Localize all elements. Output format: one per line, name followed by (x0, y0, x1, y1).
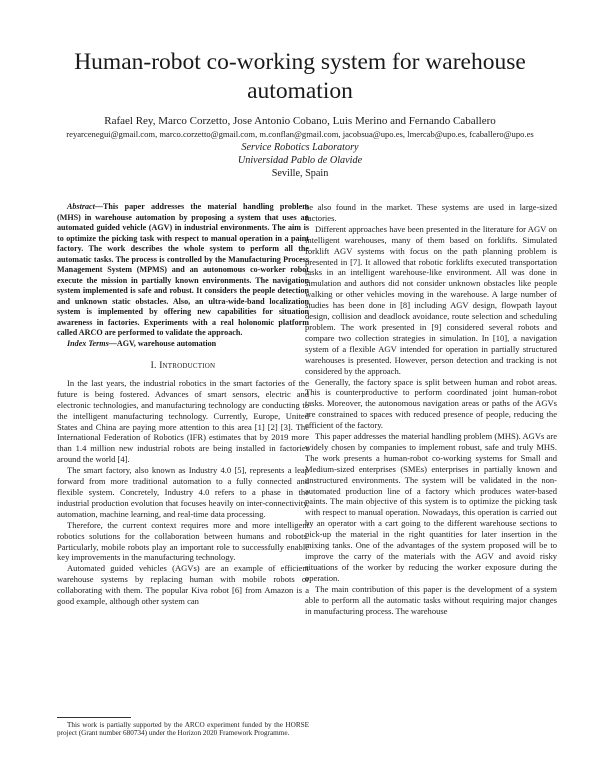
affiliation-city: Seville, Spain (271, 168, 329, 179)
right-column (305, 202, 557, 616)
paragraph: This paper addresses the material handling problem (MHS). AGVs are widely chosen by companies to implement robust, safe and truly MHS. The work presents a human-robot co-working systems for Small and Medium-sized enterprises (SMEs) enterprises in partially known and unstructured environments. The system will be validated in the non-automated production line of a factory which produces water-based paints. The main objective of this system is to optimize the picking task with respect to manual operation. Nowadays, this operation is carried out by an operator with a cart going to the different warehouse sections to pick-up the material in the right quantities for later insertion in the mixing tanks. One of the advantages of the system proposed will be to improve the carry of the materials with the AGV and avoid risky situations of the worker by reducing the worker exposure during the operation. (305, 431, 557, 583)
author-emails: reyarcenegui@gmail.com, marco.corzetto@gmail.com, m.conflan@gmail.com, jacobsua@upo.es, lmercab@upo.es, fcaballero@upo.es (66, 129, 534, 139)
paragraph: In the last years, the industrial robotics in the smart factories of the future is being fostered. Advances of smart sensors, electric and electronic technologies, and manufacturing technology are conducting to the intelligent manufacturing technology. Currently, Europe, United States and China are paying more attention to this area [1] [2] [3]. The International Federation of Robotics (IFR) estimates that by 2019 more than 1.4 million new industrial robots are being installed in factories around the world [4]. (57, 377, 309, 465)
footnote: This work is partially supported by the ARCO experiment funded by the HORSE project (Grant number 680734) under the Horizon 2020 Framework Programme. (57, 721, 309, 738)
author-block (20, 115, 580, 180)
affiliation-lab: Service Robotics Laboratory (241, 142, 359, 153)
section-number: I. (150, 361, 160, 371)
paragraph: Automated guided vehicles (AGVs) are an example of efficient warehouse systems by replacing human with mobile robots or collaborating with them. The popular Kiva robot [6] from Amazon is a good example, although other system can (57, 563, 309, 607)
section-heading-introduction (57, 361, 309, 372)
abstract-text: This paper addresses the material handling problem (MHS) in warehouse automation by proposing a system that uses an automated guided vehicle (AGV) in industrial environments. The aim is to optimize the picking task with respect to manual operation in a paint factory. The work describes the whole system to perform all the automatic tasks. The process is controlled by the Manufacturing Process Management System (MPMS) and an autonomous co-worker robot execute the mission in partially known environments. The navigation system implemented is safe and robust. It considers the people detection and unknown static obstacles. Also, an ultra-wide-band localization system is implemented by offering new capabilities for situation awareness in factories. Experiments with a real holonomic platform called ARCO are performed to validate the approach. (57, 202, 309, 337)
paragraph: Generally, the factory space is split between human and robot areas. This is counterproductive to perform coordinated joint human-robot tasks. Moreover, the autonomous navigation areas or paths of the AGVs are constrained to spaces with reduced presence of people, reducing the efficient of the factory. (305, 376, 557, 431)
affiliation-university: Universidad Pablo de Olavide (237, 155, 363, 166)
paragraph: be also found in the market. These systems are used in large-sized factories. (305, 202, 557, 223)
paragraph: Different approaches have been presented in the literature for AGV on intelligent warehouses, many of them based on forklifts. Simulated forklift AGV systems with focus on the path planning problem is presented in [7]. It allowed that robotic forklifts executed transportation tasks in an intelligent warehouse-like environment. All was done in simulation and authors did not consider unknown obstacles like people walking or other vehicles moving in the warehouse. A large number of studies has been done in [8] including AGV design, flowpath layout design, collision and deadlock avoidance, route selection and scheduling problem. The work presented in [9] considered several robots and compare two collection strategies in simulation. In [10], a navigation system of a flexible AGV intended for operation in partially structured warehouses is presented. However, person detection and tracking is not considered by the approach. (305, 223, 557, 376)
index-terms-label: Index Terms— (67, 338, 117, 348)
paragraph: Therefore, the current context requires more and more intelligent robotics solutions for the collaboration between humans and robots. Particularly, mobile robots play an important role to successfully enable key improvements in the manufacturing technology. (57, 519, 309, 563)
section-title: Introduction (159, 361, 216, 371)
abstract-label: Abstract— (67, 202, 103, 211)
footnote-rule (57, 717, 131, 718)
author-names: Rafael Rey, Marco Corzetto, Jose Antonio Cobano, Luis Merino and Fernando Caballero (104, 115, 496, 127)
paragraph: The smart factory, also known as Industry 4.0 [5], represents a leap forward from more traditional automation to a fully connected and flexible system. Concretely, Industry 4.0 refers to a phase in the industrial production evolution that focuses heavily on inter-connectivity, automation, machine learning, and real-time data processing. (57, 465, 309, 519)
left-column (57, 202, 309, 607)
index-terms (57, 339, 309, 350)
index-terms-text: AGV, warehouse automation (116, 338, 217, 348)
abstract (57, 202, 309, 339)
paragraph: The main contribution of this paper is the development of a system able to perform all the automatic tasks without requiring major changes in manufacturing process. The warehouse (305, 583, 557, 616)
paper-title: Human-robot co-working system for warehouse automation (74, 49, 526, 104)
